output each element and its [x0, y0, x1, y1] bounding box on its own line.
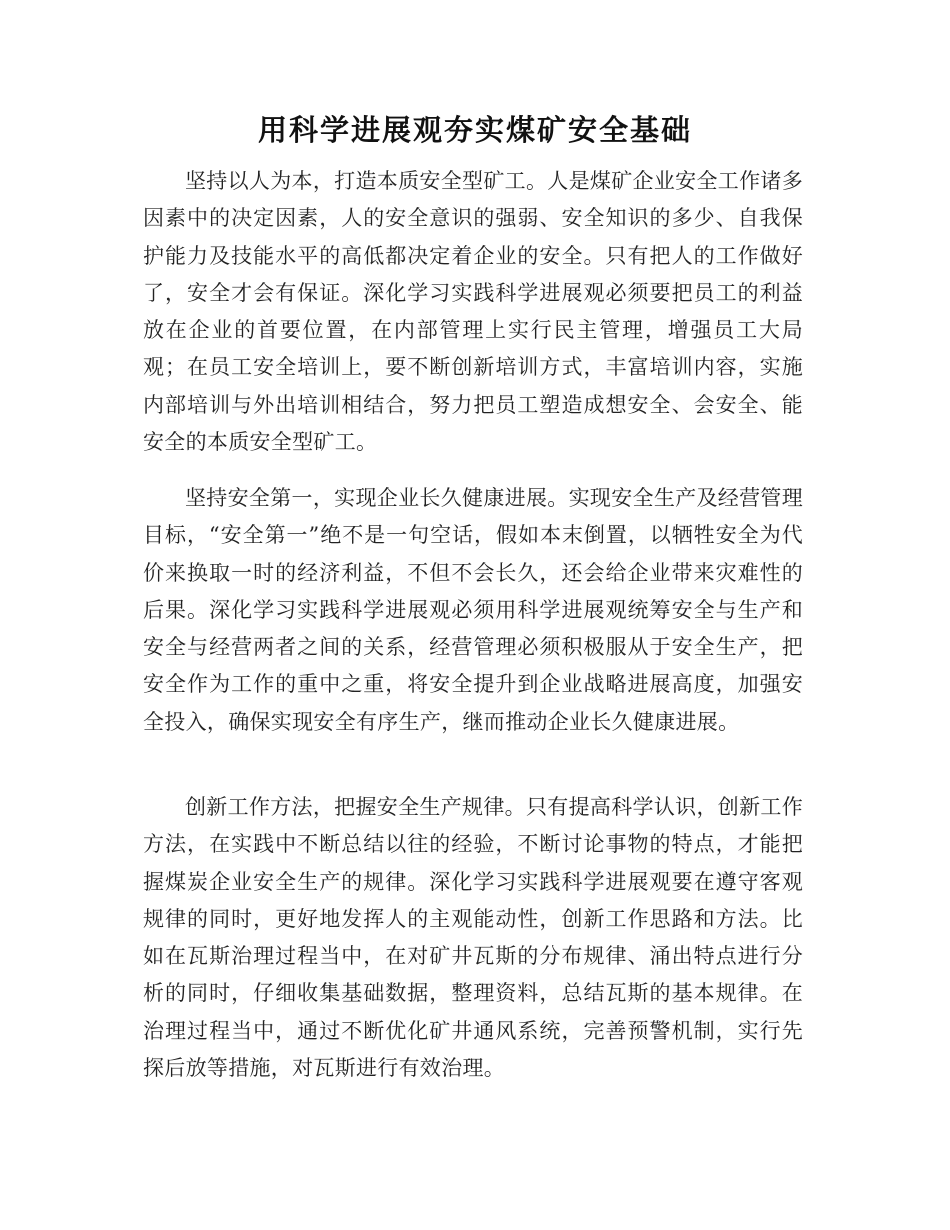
- paragraph-1: 坚持以人为本，打造本质安全型矿工。人是煤矿企业安全工作诸多因素中的决定因素，人的安全意识的强弱、安全知识的多少、自我保护能力及技能水平的高低都决定着企业的安全。只有把人的工作做好了，安全才会有保证。深化学习实践科学进展观必须要把员工的利益放在企业的首要位置，在内部管理上实行民主管理，增强员工大局观；在员工安全培训上，要不断创新培训方式，丰富培训内容，实施内部培训与外出培训相结合，努力把员工塑造成想安全、会安全、能安全的本质安全型矿工。: [143, 169, 803, 455]
- paragraph-3: 创新工作方法，把握安全生产规律。只有提高科学认识，创新工作方法，在实践中不断总结以往的经验，不断讨论事物的特点，才能把握煤炭企业安全生产的规律。深化学习实践科学进展观要在遵守客观规律的同时，更好地发挥人的主观能动性，创新工作思路和方法。比如在瓦斯治理过程当中，在对矿井瓦斯的分布规律、涌出特点进行分析的同时，仔细收集基础数据，整理资料，总结瓦斯的基本规律。在治理过程当中，通过不断优化矿井通风系统，完善预警机制，实行先探后放等措施，对瓦斯进行有效治理。: [143, 795, 803, 1081]
- document-title: 用科学进展观夯实煤矿安全基础: [257, 113, 692, 147]
- paragraph-2: 坚持安全第一，实现企业长久健康进展。实现安全生产及经营管理目标，“安全第一”绝不是一句空话，假如本末倒置，以牺牲安全为代价来换取一时的经济利益，不但不会长久，还会给企业带来灾难性的后果。深化学习实践科学进展观必须用科学进展观统筹安全与生产和安全与经营两者之间的关系，经营管理必须积极服从于安全生产，把安全作为工作的重中之重，将安全提升到企业战略进展高度，加强安全投入，确保实现安全有序生产，继而推动企业长久健康进展。: [143, 486, 803, 734]
